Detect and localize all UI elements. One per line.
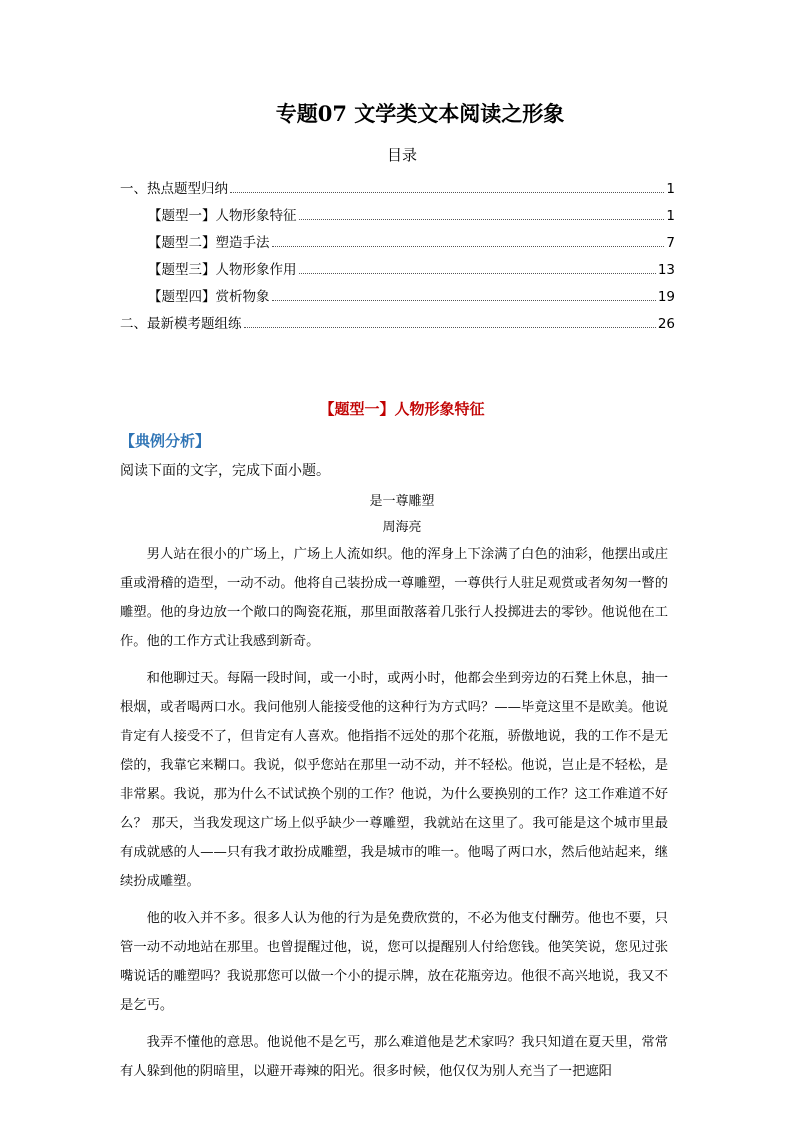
toc-item[interactable]: [120, 170, 675, 197]
toc-leader: [244, 326, 656, 328]
toc-item-page: 13: [657, 262, 675, 278]
toc-item-label: 【题型二】塑造手法: [148, 235, 270, 251]
story-author: 周海亮: [382, 520, 422, 535]
toc-leader: [299, 218, 665, 220]
story-body: [120, 540, 668, 1094]
toc-item[interactable]: [120, 278, 675, 305]
toc-leader: [299, 272, 656, 274]
section-title: 【题型一】人物形象特征: [319, 400, 485, 418]
story-paragraph: 我弄不懂他的意思。他说他不是乞丐，那么难道他是艺术家吗？我只知道在夏天里，常常有人躲到他的阴暗里，以避开毒辣的阳光。很多时候，他仅仅为别人充当了一把遮阳: [120, 1035, 668, 1079]
toc-item-page: 19: [657, 289, 675, 305]
table-of-contents: [120, 170, 675, 332]
toc-item-label: 二、最新模考题组练: [120, 316, 242, 332]
example-label: 【典例分析】: [120, 432, 211, 450]
toc-item-page: 1: [666, 181, 675, 197]
toc-item[interactable]: [120, 305, 675, 332]
toc-item-page: 26: [657, 316, 675, 332]
toc-item-label: 一、热点题型归纳: [120, 181, 228, 197]
toc-leader: [272, 299, 656, 301]
toc-item-label: 【题型三】人物形象作用: [148, 262, 297, 278]
toc-item-label: 【题型四】赏析物象: [148, 289, 270, 305]
toc-item[interactable]: [120, 197, 675, 224]
toc-item-page: 7: [666, 235, 675, 251]
toc-item-label: 【题型一】人物形象特征: [148, 208, 297, 224]
toc-leader: [272, 245, 665, 247]
toc-item[interactable]: [120, 251, 675, 278]
instruction-text: 阅读下面的文字，完成下面小题。: [120, 463, 330, 479]
story-paragraph: 他的收入并不多。很多人认为他的行为是免费欣赏的，不必为他支付酬劳。他也不要，只管一动不动地站在那里。也曾提醒过他，说，您可以提醒别人付给您钱。他笑笑说，您见过张嘴说话的雕塑吗？我说那您可以做一个小的提示牌，放在花瓶旁边。他很不高兴地说，我又不是乞丐。: [120, 911, 668, 1013]
story-title: 是一尊雕塑: [369, 494, 435, 509]
toc-leader: [230, 191, 664, 193]
story-paragraph: 男人站在很小的广场上，广场上人流如织。他的浑身上下涂满了白色的油彩，他摆出或庄重或滑稽的造型，一动不动。他将自己装扮成一尊雕塑，一尊供行人驻足观赏或者匆匆一瞥的雕塑。他的身边放一个敞口的陶瓷花瓶，那里面散落着几张行人投掷进去的零钞。他说他在工作。他的工作方式让我感到新奇。: [120, 547, 668, 649]
document-title: 专题07 文学类文本阅读之形象: [275, 101, 565, 126]
story-paragraph: 和他聊过天。每隔一段时间，或一小时，或两小时，他都会坐到旁边的石凳上休息，抽一根烟，或者喝两口水。我问他别人能接受他的这种行为方式吗？——毕竟这里不是欧美。他说肯定有人接受不了，但肯定有人喜欢。他指指不远处的那个花瓶，骄傲地说，我的工作不是无偿的，我靠它来糊口。我说，似乎您站在那里一动不动，并不轻松。他说，岂止是不轻松，是非常累。我说，那为什么不试试换个别的工作？他说，为什么要换别的工作？这工作难道不好么？ 那天，当我发现这广场上似乎缺少一尊雕塑，我就站在这里了。我可能是这个城市里最有成就感的人——只有我才敢扮成雕塑，我是城市的唯一。他喝了两口水，然后他站起来，继续扮成雕塑。: [120, 671, 668, 889]
toc-heading: 目录: [386, 146, 417, 164]
toc-item-page: 1: [666, 208, 675, 224]
toc-item[interactable]: [120, 224, 675, 251]
